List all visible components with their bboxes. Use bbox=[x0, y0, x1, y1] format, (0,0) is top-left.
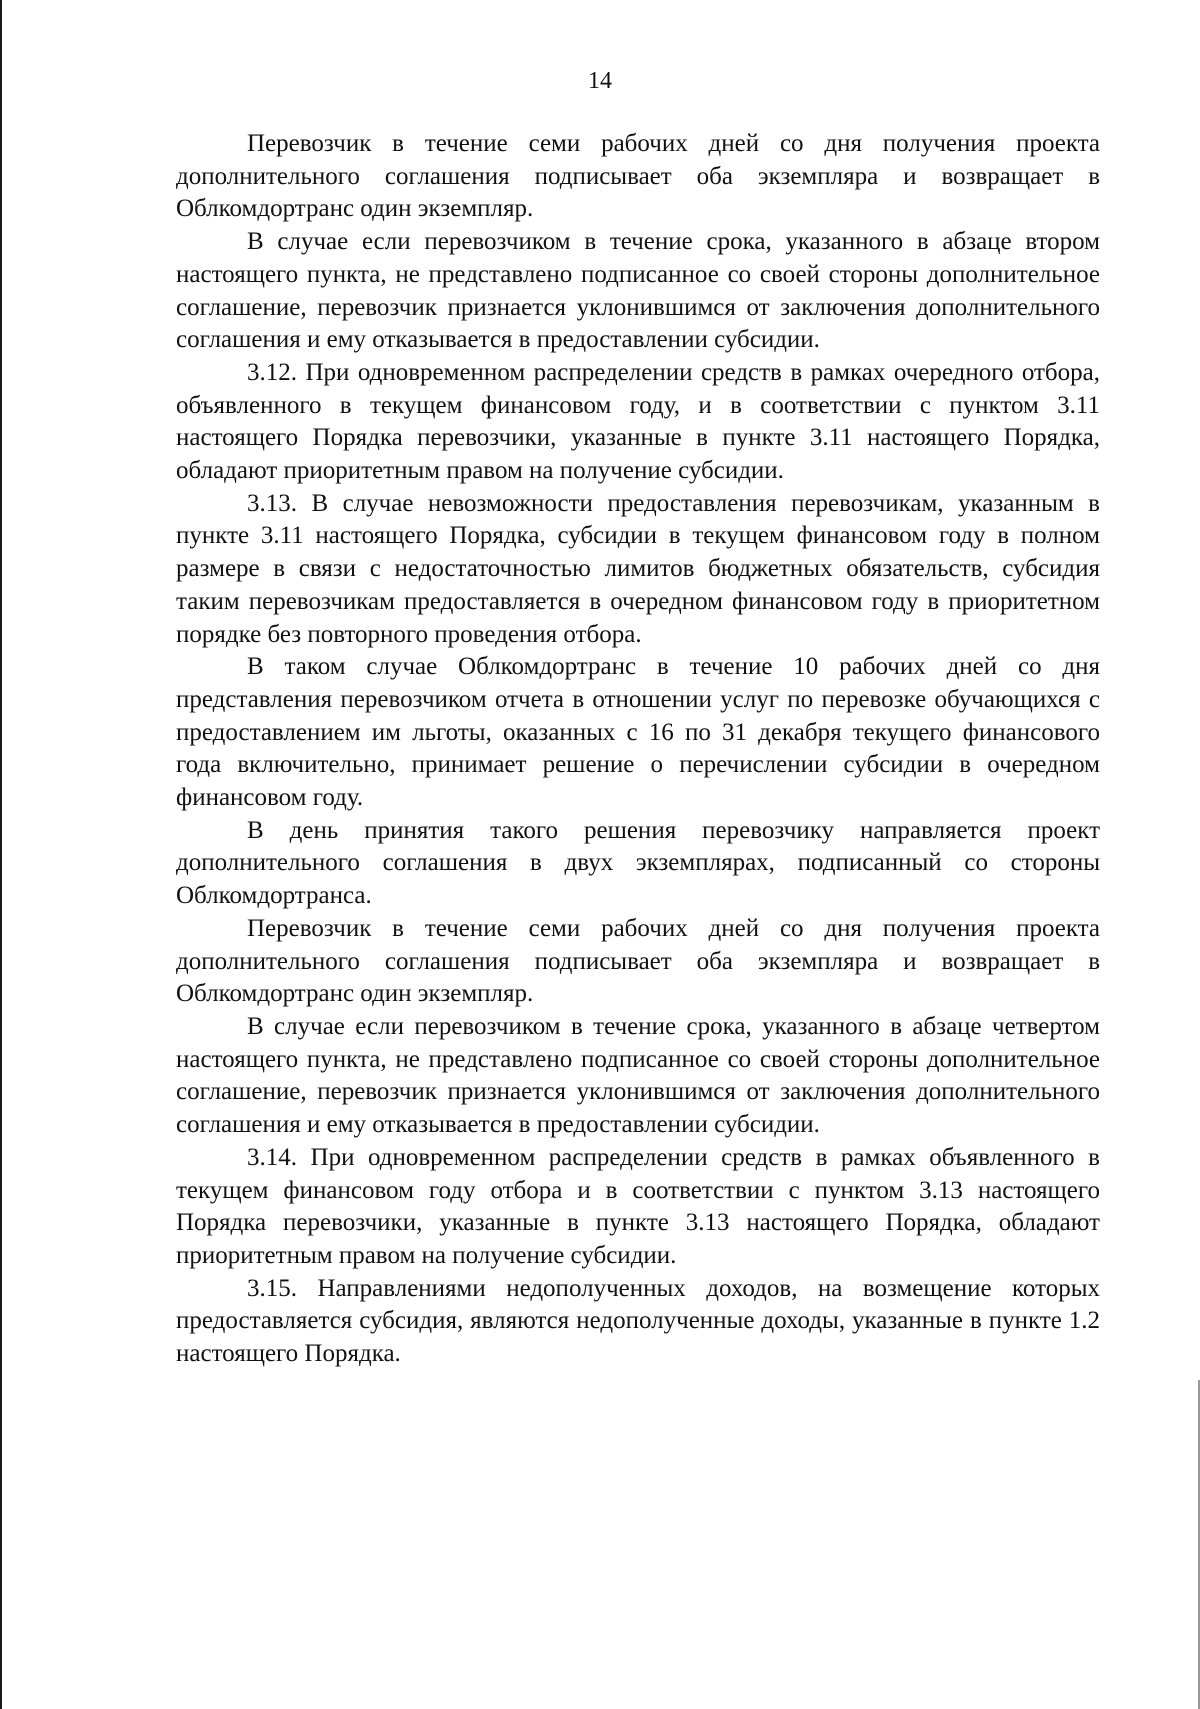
paragraph-clause-3-12: 3.12. При одновременном распределении средств в рамках очередного отбора, объявленного в текущем финансовом году, и в соответствии с пунктом 3.11 настоящего Порядка перевозчики, указанные в пункте 3.11 настоящего Порядка, обладают приоритетным правом на получение субсидии. bbox=[176, 358, 1100, 485]
paragraph-refusal-case-2: В случае если перевозчиком в течение срока, указанного в абзаце четвертом настоящего пункта, не представлено подписанное со своей стороны дополнительное соглашение, перевозчик признается уклонившимся от заключения дополнительного соглашения и ему отказывается в предоставлении субсидии. bbox=[176, 1012, 1100, 1139]
paragraph-signing-deadline-2: Перевозчик в течение семи рабочих дней со дня получения проекта дополнительного соглашения подписывает оба экземпляра и возвращает в Облкомдортранс один экземпляр. bbox=[176, 914, 1100, 1008]
paragraph-refusal-case: В случае если перевозчиком в течение срока, указанного в абзаце втором настоящего пункта, не представлено подписанное со своей стороны дополнительное соглашение, перевозчик признается уклонившимся от заключения дополнительного соглашения и ему отказывается в предоставлении субсидии. bbox=[176, 228, 1100, 354]
document-body bbox=[176, 128, 1100, 1371]
paragraph-decision-timing: В таком случае Облкомдортранс в течение 10 рабочих дней со дня представления перевозчиком отчета в отношении услуг по перевозке обучающихся с предоставлением им льготы, оказанных с 16 по 31 декабря текущего финансового года включительно, принимает решение о перечислении субсидии в очередном финансовом году. bbox=[176, 653, 1100, 812]
paragraph-draft-sent: В день принятия такого решения перевозчику направляется проект дополнительного соглашения в двух экземплярах, подписанный со стороны Облкомдортранса. bbox=[176, 816, 1100, 910]
paragraph-clause-3-13: 3.13. В случае невозможности предоставления перевозчикам, указанным в пункте 3.11 настоящего Порядка, субсидии в текущем финансовом году в полном размере в связи с недостаточностью лимитов бюджетных обязательств, субсидия таким перевозчикам предоставляется в очередном финансовом году в приоритетном порядке без повторного проведения отбора. bbox=[176, 489, 1100, 648]
paragraph-clause-3-15: 3.15. Направлениями недополученных доходов, на возмещение которых предоставляется субсидия, являются недополученные доходы, указанные в пункте 1.2 настоящего Порядка. bbox=[176, 1274, 1100, 1368]
scan-edge-left bbox=[0, 0, 2, 1709]
paragraph-clause-3-14: 3.14. При одновременном распределении средств в рамках объявленного в текущем финансовом году отбора и в соответствии с пунктом 3.13 настоящего Порядка перевозчики, указанные в пункте 3.13 настоящего Порядка, обладают приоритетным правом на получение субсидии. bbox=[176, 1143, 1100, 1269]
page-number: 14 bbox=[588, 68, 612, 94]
paragraph-signing-deadline: Перевозчик в течение семи рабочих дней со дня получения проекта дополнительного соглашения подписывает оба экземпляра и возвращает в Облкомдортранс один экземпляр. bbox=[176, 130, 1100, 223]
